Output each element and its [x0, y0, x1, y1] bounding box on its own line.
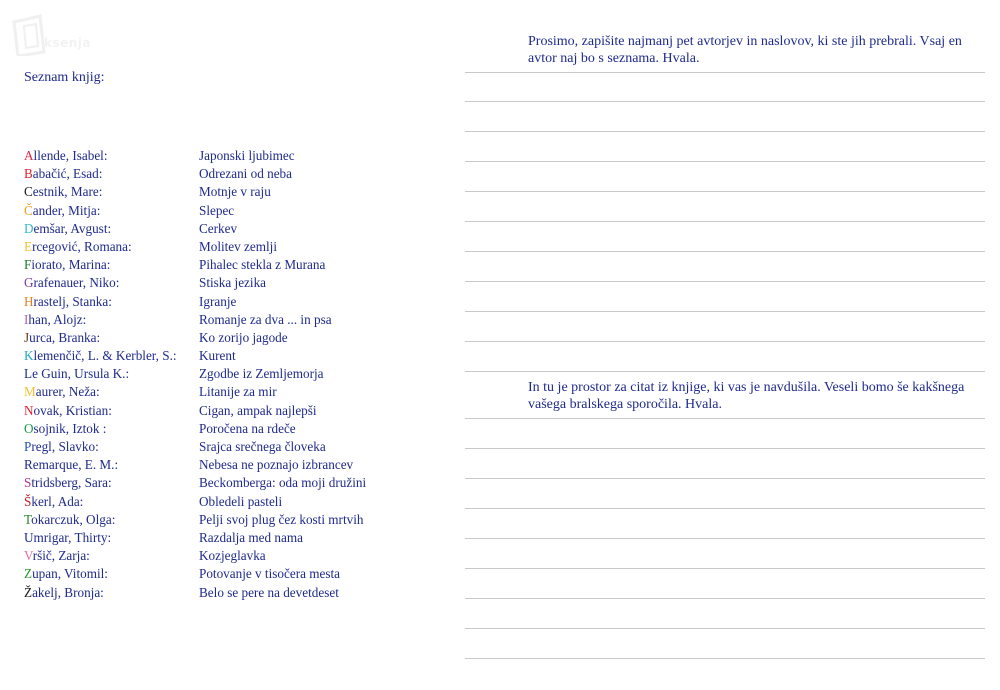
book-author [24, 256, 110, 274]
writing-line [465, 508, 985, 509]
book-title: Ko zorijo jagode [199, 329, 288, 345]
writing-line [465, 341, 985, 342]
book-list-item [24, 547, 444, 565]
book-author [24, 183, 102, 201]
author-name-rest: abačić, Esad: [32, 166, 103, 182]
writing-line [465, 281, 985, 282]
author-initial: N [24, 402, 34, 418]
author-name-rest: e Guin, Ursula K.: [32, 366, 130, 382]
book-list-item [24, 274, 444, 292]
author-initial: E [24, 238, 33, 254]
writing-line [465, 371, 985, 372]
author-name-rest: kerl, Ada: [31, 493, 84, 509]
book-author [24, 511, 115, 529]
book-list [24, 147, 444, 602]
writing-line [465, 221, 985, 222]
book-list-item [24, 565, 444, 583]
book-title: Cerkev [199, 220, 238, 236]
writing-line [465, 538, 985, 539]
author-initial: Ž [24, 584, 33, 600]
book-author [24, 565, 108, 583]
author-initial: M [24, 384, 36, 400]
book-author [24, 365, 129, 383]
writing-line [465, 448, 985, 449]
author-initial: U [24, 529, 34, 545]
book-list-item [24, 183, 444, 201]
author-initial: T [24, 511, 32, 527]
author-name-rest: aurer, Neža: [35, 384, 100, 400]
book-author [24, 329, 100, 347]
book-list-item [24, 202, 444, 220]
author-initial: P [24, 439, 32, 454]
book-title: Pelji svoj plug čez kosti mrtvih [199, 511, 364, 527]
author-name-rest: okarczuk, Olga: [31, 511, 116, 527]
book-author [24, 238, 132, 256]
book-author [24, 311, 86, 329]
author-initial: R [24, 457, 33, 473]
book-title: Srajca srečnega človeka [199, 439, 326, 454]
author-initial: A [24, 148, 34, 163]
author-name-rest: emarque, E. M.: [32, 457, 119, 473]
book-author [24, 529, 111, 547]
book-list-item [24, 493, 444, 511]
book-list-item [24, 383, 444, 401]
instruction-note-authors: Prosimo, zapišite najmanj pet avtorjev in naslovov, ki ste jih prebrali. Vsaj en avtor naj bo s seznama. Hvala. [528, 34, 962, 66]
writing-line [465, 251, 985, 252]
book-author [24, 456, 118, 474]
instruction-note-quote: In tu je prostor za citat iz knjige, ki vas je navdušila. Veseli bomo še kakšnega vašega bralskega sporočila. Hvala. [528, 380, 965, 412]
author-name-rest: ander, Mitja: [32, 202, 101, 218]
author-name-rest: ršič, Zarja: [32, 548, 90, 564]
logo-text: ksenja [44, 36, 92, 50]
writing-line [465, 72, 985, 73]
author-name-rest: regl, Slavko: [31, 439, 99, 454]
book-title: Kurent [199, 348, 236, 364]
writing-line [465, 418, 985, 419]
author-initial: H [24, 293, 34, 309]
book-title: Igranje [199, 293, 237, 309]
book-list-title: Seznam knjig: [24, 70, 105, 85]
author-initial: L [24, 366, 33, 382]
author-initial: I [24, 311, 29, 327]
book-list-item [24, 293, 444, 311]
author-initial: O [24, 420, 34, 436]
book-title: Belo se pere na devetdeset [199, 584, 339, 600]
author-initial: C [24, 184, 33, 200]
book-author [24, 547, 90, 565]
author-name-rest: mrigar, Thirty: [33, 529, 112, 545]
book-list-item [24, 456, 444, 474]
book-list-item [24, 438, 444, 456]
author-initial: Z [24, 566, 33, 582]
book-list-item [24, 511, 444, 529]
book-title: Kozjeglavka [199, 548, 266, 564]
book-list-item [24, 420, 444, 438]
writing-line [465, 131, 985, 132]
book-title: Japonski ljubimec [199, 148, 295, 163]
book-title: Cigan, ampak najlepši [199, 402, 317, 418]
book-author [24, 274, 119, 292]
author-initial: G [24, 275, 34, 291]
author-initial: D [24, 220, 34, 236]
book-author [24, 474, 112, 492]
book-list-item [24, 256, 444, 274]
book-title: Nebesa ne poznajo izbrancev [199, 457, 354, 473]
writing-line [465, 658, 985, 659]
book-title: Zgodbe iz Zemljemorja [199, 366, 324, 382]
author-name-rest: rastelj, Stanka: [33, 293, 112, 309]
writing-line [465, 598, 985, 599]
book-list-item [24, 329, 444, 347]
book-author [24, 220, 111, 238]
book-list-item [24, 165, 444, 183]
author-initial: F [24, 257, 32, 273]
book-title: Romanje za dva ... in psa [199, 311, 332, 327]
author-name-rest: llende, Isabel: [33, 148, 108, 163]
book-list-item [24, 529, 444, 547]
book-title: Stiska jezika [199, 275, 267, 291]
author-name-rest: lemenčič, L. & Kerbler, S.: [33, 348, 177, 364]
book-title: Molitev zemlji [199, 238, 278, 254]
book-list-item [24, 584, 444, 602]
book-title: Razdalja med nama [199, 529, 303, 545]
author-initial: S [24, 475, 32, 491]
author-name-rest: urca, Branka: [29, 329, 101, 345]
author-name-rest: iorato, Marina: [31, 257, 111, 273]
book-title: Obledeli pasteli [199, 493, 283, 509]
writing-line [465, 161, 985, 162]
book-list-item [24, 238, 444, 256]
book-author [24, 584, 104, 602]
book-title: Motnje v raju [199, 184, 271, 200]
author-name-rest: akelj, Bronja: [32, 584, 104, 600]
author-name-rest: emšar, Avgust: [33, 220, 112, 236]
book-list-item [24, 220, 444, 238]
author-name-rest: sojnik, Iztok : [33, 420, 107, 436]
author-initial: Č [24, 202, 33, 218]
book-author [24, 420, 106, 438]
book-title: Beckomberga: oda moji družini [199, 475, 367, 491]
author-initial: B [24, 166, 33, 182]
book-list-item [24, 402, 444, 420]
book-author [24, 493, 83, 511]
writing-line [465, 568, 985, 569]
author-name-rest: han, Alojz: [28, 311, 87, 327]
author-initial: Š [24, 493, 32, 509]
author-name-rest: rcegović, Romana: [32, 238, 132, 254]
author-initial: J [24, 329, 30, 345]
book-list-item [24, 311, 444, 329]
writing-line [465, 101, 985, 102]
author-name-rest: estnik, Mare: [32, 184, 103, 200]
author-name-rest: upan, Vitomil: [32, 566, 108, 582]
writing-line [465, 311, 985, 312]
book-title: Potovanje v tisočera mesta [199, 566, 340, 582]
author-name-rest: ovak, Kristian: [33, 402, 112, 418]
book-list-item [24, 347, 444, 365]
writing-line [465, 478, 985, 479]
book-author [24, 293, 112, 311]
book-title: Slepec [199, 202, 235, 218]
book-list-item [24, 474, 444, 492]
book-author [24, 147, 108, 165]
book-title: Litanije za mir [199, 384, 277, 400]
writing-line [465, 191, 985, 192]
book-list-item [24, 365, 444, 383]
book-author [24, 402, 112, 420]
author-name-rest: tridsberg, Sara: [31, 475, 112, 491]
writing-line [465, 628, 985, 629]
author-name-rest: rafenauer, Niko: [33, 275, 120, 291]
book-author [24, 383, 100, 401]
book-title: Pihalec stekla z Murana [199, 257, 326, 273]
book-author [24, 347, 177, 365]
book-author [24, 438, 99, 456]
book-title: Poročena na rdeče [199, 420, 296, 436]
book-author [24, 165, 102, 183]
book-author [24, 202, 100, 220]
book-list-item [24, 147, 444, 165]
author-initial: V [24, 548, 33, 564]
author-initial: K [24, 348, 34, 364]
book-title: Odrezani od neba [199, 166, 293, 182]
